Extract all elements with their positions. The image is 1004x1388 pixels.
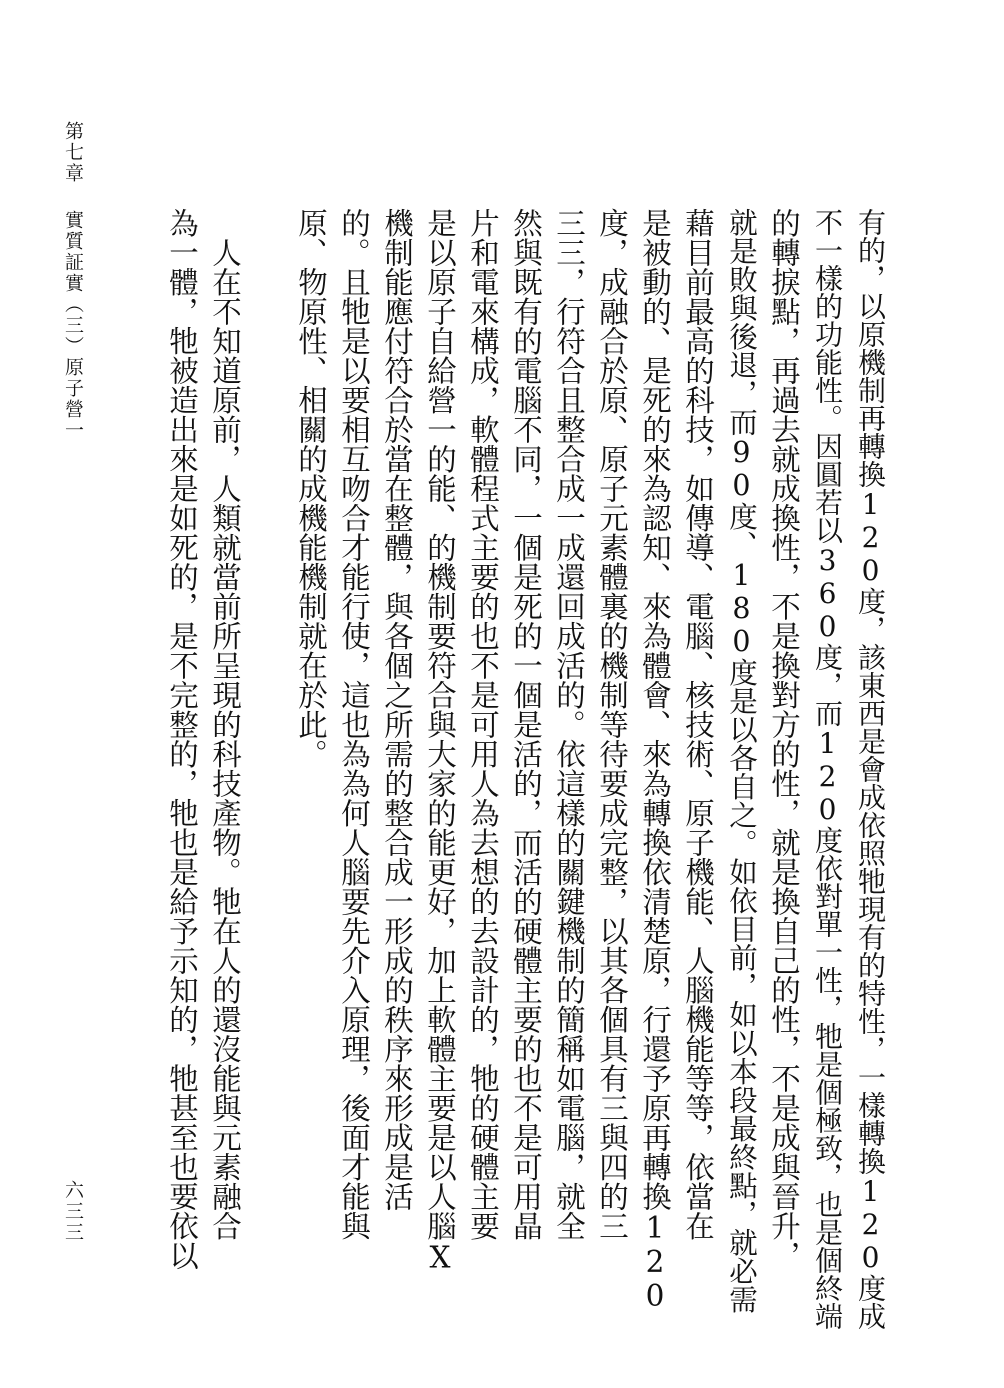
text-column: 不一樣的功能性。因圓若以360度，而120度依對單一性，牠是個極致，也是個終端 xyxy=(811,208,844,1330)
text-column: 就是敗與後退，而90度、180度是以各自之。如依目前，如以本段最終點，就必需 xyxy=(725,208,758,1314)
text-column: 藉目前最高的科技，如傳導、電腦、核技術、原子機能、人腦機能等等，依當在 xyxy=(681,208,715,1241)
page-number: 六三三 xyxy=(62,1180,84,1243)
text-column: 原、物原性、相關的成機能機制就在於此。 xyxy=(294,208,328,769)
text-column: 有的，以原機制再轉換120度，該東西是會成依照牠現有的特性，一樣轉換120度成 xyxy=(854,208,887,1330)
paragraph-start-column: 人在不知道原前，人類就當前所呈現的科技產物。牠在人的還沒能與元素融合 xyxy=(208,208,242,1241)
text-column: 的轉捩點，再過去就成換性，不是換對方的性，就是換自己的性，不是成與晉升， xyxy=(767,208,801,1270)
text-column: 是以原子自給營一的能、的機制要符合與大家的能更好，加上軟體主要是以人腦X xyxy=(423,208,457,1275)
text-column: 機制能應付符合於當在整體，與各個之所需的整合成一形成的秩序來形成是活 xyxy=(380,208,414,1211)
text-column: 是被動的、是死的來為認知、來為體會、來為轉換依清楚原，行還予原再轉換120 xyxy=(638,208,672,1313)
text-column: 片和電來構成，軟體程式主要的也不是可用人為去想的去設計的，牠的硬體主要 xyxy=(466,208,500,1241)
text-column: 然與既有的電腦不同，一個是死的一個是活的，而活的硬體主要的也不是可用晶 xyxy=(509,208,543,1241)
text-column: 的。且牠是以要相互吻合才能行使，這也為為何人腦要先介入原理，後面才能與 xyxy=(337,208,371,1241)
text-column: 三三，行符合且整合成一成還回成活的。依這樣的關鍵機制的簡稱如電腦，就全 xyxy=(552,208,586,1241)
running-title: 實質証實（三）原子營一 xyxy=(62,210,84,441)
text-column: 度，成融合於原、原子元素體裏的機制等待要成完整，以其各個具有三與四的三 xyxy=(595,208,629,1241)
text-column: 為一體，牠被造出來是如死的，是不完整的，牠也是給予示知的，牠甚至也要依以 xyxy=(165,208,199,1270)
chapter-label: 第七章 xyxy=(62,121,84,184)
